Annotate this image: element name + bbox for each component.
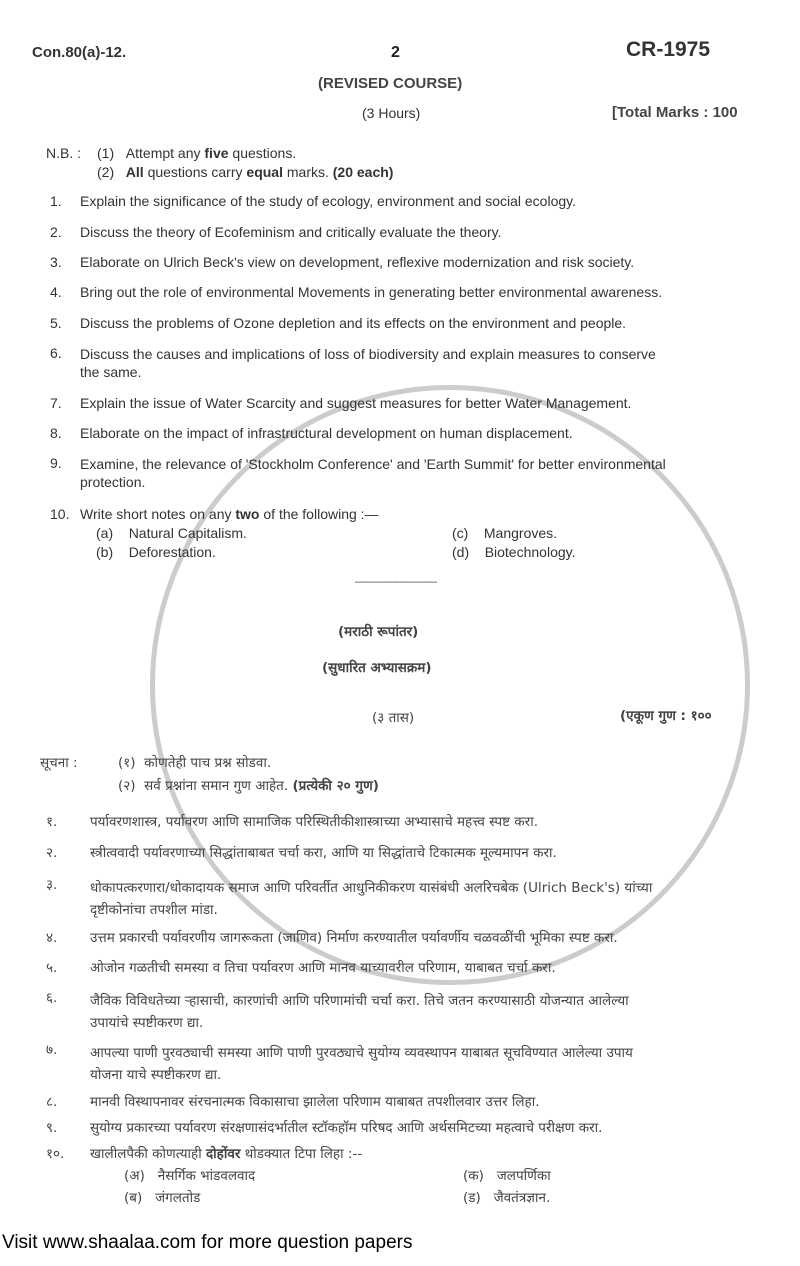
question-number: ५.: [46, 960, 58, 976]
note-b: (b) Deforestation.: [96, 544, 216, 560]
marathi-instruction: (१) कोणतेही पाच प्रश्न सोडवा.: [118, 755, 272, 771]
question-text: स्त्रीत्ववादी पर्यावरणाच्या सिद्धांताबाबत चर्चा करा, आणि या सिद्धांताचे टिकात्मक मूल्यमापन करा.: [90, 845, 557, 861]
nb-label: N.B. :: [46, 145, 82, 161]
marathi-instructions-label: सूचना :: [40, 755, 78, 771]
question-text: धोकापत्करणारा/धोकादायक समाज आणि परिवर्तीत आधुनिकीकरण यासंबंधी अलरिचबेक (Ulrich Beck's) यांच्या दृष्टीकोनांचा तपशील मांडा.: [90, 880, 653, 918]
marathi-note-b: (ब) जंगलतोड: [124, 1190, 201, 1206]
course-label: (REVISED COURSE): [318, 75, 463, 92]
duration: (3 Hours): [362, 105, 421, 121]
question-text: Examine, the relevance of 'Stockholm Conference' and 'Earth Summit' for better environmental protection.: [80, 456, 666, 490]
question-text: सुयोग्य प्रकारच्या पर्यावरण संरक्षणासंदर्भातील स्टॉकहॉम परिषद आणि अर्थसमिटच्या महत्वाचे परीक्षण करा.: [90, 1120, 603, 1136]
note-a: (a) Natural Capitalism.: [96, 525, 247, 541]
question-text: Bring out the role of environmental Movements in generating better environmental awareness.: [80, 284, 663, 300]
question-number: १.: [46, 814, 58, 830]
question-number: 4.: [50, 284, 62, 300]
question-text: Write short notes on any two of the following :—: [80, 506, 379, 522]
note-d: (d) Biotechnology.: [452, 544, 576, 560]
marathi-total-marks: (एकूण गुण : १००: [620, 708, 712, 724]
paper-id: CR-1975: [626, 38, 711, 61]
total-marks: [Total Marks : 100: [612, 104, 738, 121]
question-text: खालीलपैकी कोणत्याही दोहोंवर थोडक्यात टिपा लिहा :--: [90, 1146, 363, 1162]
question-text: Explain the issue of Water Scarcity and suggest measures for better Water Management.: [80, 395, 632, 411]
question-text: Elaborate on Ulrich Beck's view on development, reflexive modernization and risk society.: [80, 254, 635, 270]
question-number: 5.: [50, 315, 62, 331]
marathi-course: (सुधारित अभ्यासक्रम): [322, 660, 432, 676]
question-number: 2.: [50, 224, 62, 240]
separator: ————————: [355, 574, 435, 588]
question-text: जैविक विविधतेच्या ऱ्हासाची, कारणांची आणि परिणामांची चर्चा करा. तिचे जतन करण्यासाठी योजन्यात आलेल्या उपायांचे स्पष्टीकरण द्या.: [90, 993, 629, 1031]
marathi-instruction: (२) सर्व प्रश्नांना समान गुण आहेत. (प्रत्येकी २० गुण): [118, 778, 379, 794]
question-number: 1.: [50, 193, 62, 209]
page-number: 2: [391, 44, 400, 61]
question-number: 9.: [50, 455, 62, 471]
question-number: ४.: [46, 930, 58, 946]
question-text: उत्तम प्रकारची पर्यावरणीय जागरूकता (जाणिव) निर्माण करण्यातील पर्यावर्णीय चळवळींची भूमिका स्पष्ट करा.: [90, 930, 618, 946]
footer-link[interactable]: Visit www.shaalaa.com for more question papers: [2, 1232, 413, 1253]
question-number: ७.: [46, 1042, 58, 1058]
question-number: 8.: [50, 425, 62, 441]
marathi-duration: (३ तास): [372, 710, 415, 726]
question-number: 3.: [50, 254, 62, 270]
paper-code: Con.80(a)-12.: [32, 44, 127, 61]
question-text: Discuss the theory of Ecofeminism and critically evaluate the theory.: [80, 224, 502, 240]
question-text: Discuss the causes and implications of loss of biodiversity and explain measures to conserve the same.: [80, 346, 656, 380]
question-number: 7.: [50, 395, 62, 411]
question-number: ८.: [46, 1094, 58, 1110]
marathi-note-d: (ड) जैवतंत्रज्ञान.: [463, 1190, 551, 1206]
question-number: ९.: [46, 1120, 58, 1136]
question-text: आपल्या पाणी पुरवठ्याची समस्या आणि पाणी पुरवठ्याचे सुयोग्य व्यवस्थापन याबाबत सूचविण्यात आलेल्या उपाय योजना याचे स्पष्टीकरण द्या.: [90, 1045, 633, 1083]
question-text: पर्यावरणशास्त्र, पर्यावरण आणि सामाजिक परिस्थितीकीशास्त्राच्या अभ्यासाचे महत्त्व स्पष्ट करा.: [90, 814, 538, 830]
marathi-note-a: (अ) नैसर्गिक भांडवलवाद: [124, 1168, 256, 1184]
question-number: 10.: [50, 506, 70, 522]
question-text: ओजोन गळतीची समस्या व तिचा पर्यावरण आणि मानव याच्यावरील परिणाम, याबाबत चर्चा करा.: [90, 960, 556, 976]
question-number: १०.: [46, 1146, 65, 1162]
question-text: मानवी विस्थापनावर संरचनात्मक विकासाचा झालेला परिणाम याबाबत तपशीलवार उत्तर लिहा.: [90, 1094, 540, 1110]
nb-item: (1) Attempt any five questions.: [97, 145, 297, 161]
note-c: (c) Mangroves.: [452, 525, 558, 541]
marathi-title: (मराठी रूपांतर): [338, 624, 419, 640]
question-number: 6.: [50, 345, 62, 361]
question-number: ३.: [46, 877, 58, 893]
question-text: Explain the significance of the study of ecology, environment and social ecology.: [80, 193, 576, 209]
question-number: ६.: [46, 990, 58, 1006]
question-text: Elaborate on the impact of infrastructural development on human displacement.: [80, 425, 573, 441]
nb-item: (2) All questions carry equal marks. (20 each): [97, 164, 394, 180]
marathi-note-c: (क) जलपर्णिका: [463, 1168, 551, 1184]
question-text: Discuss the problems of Ozone depletion and its effects on the environment and people.: [80, 315, 627, 331]
question-number: २.: [46, 845, 58, 861]
